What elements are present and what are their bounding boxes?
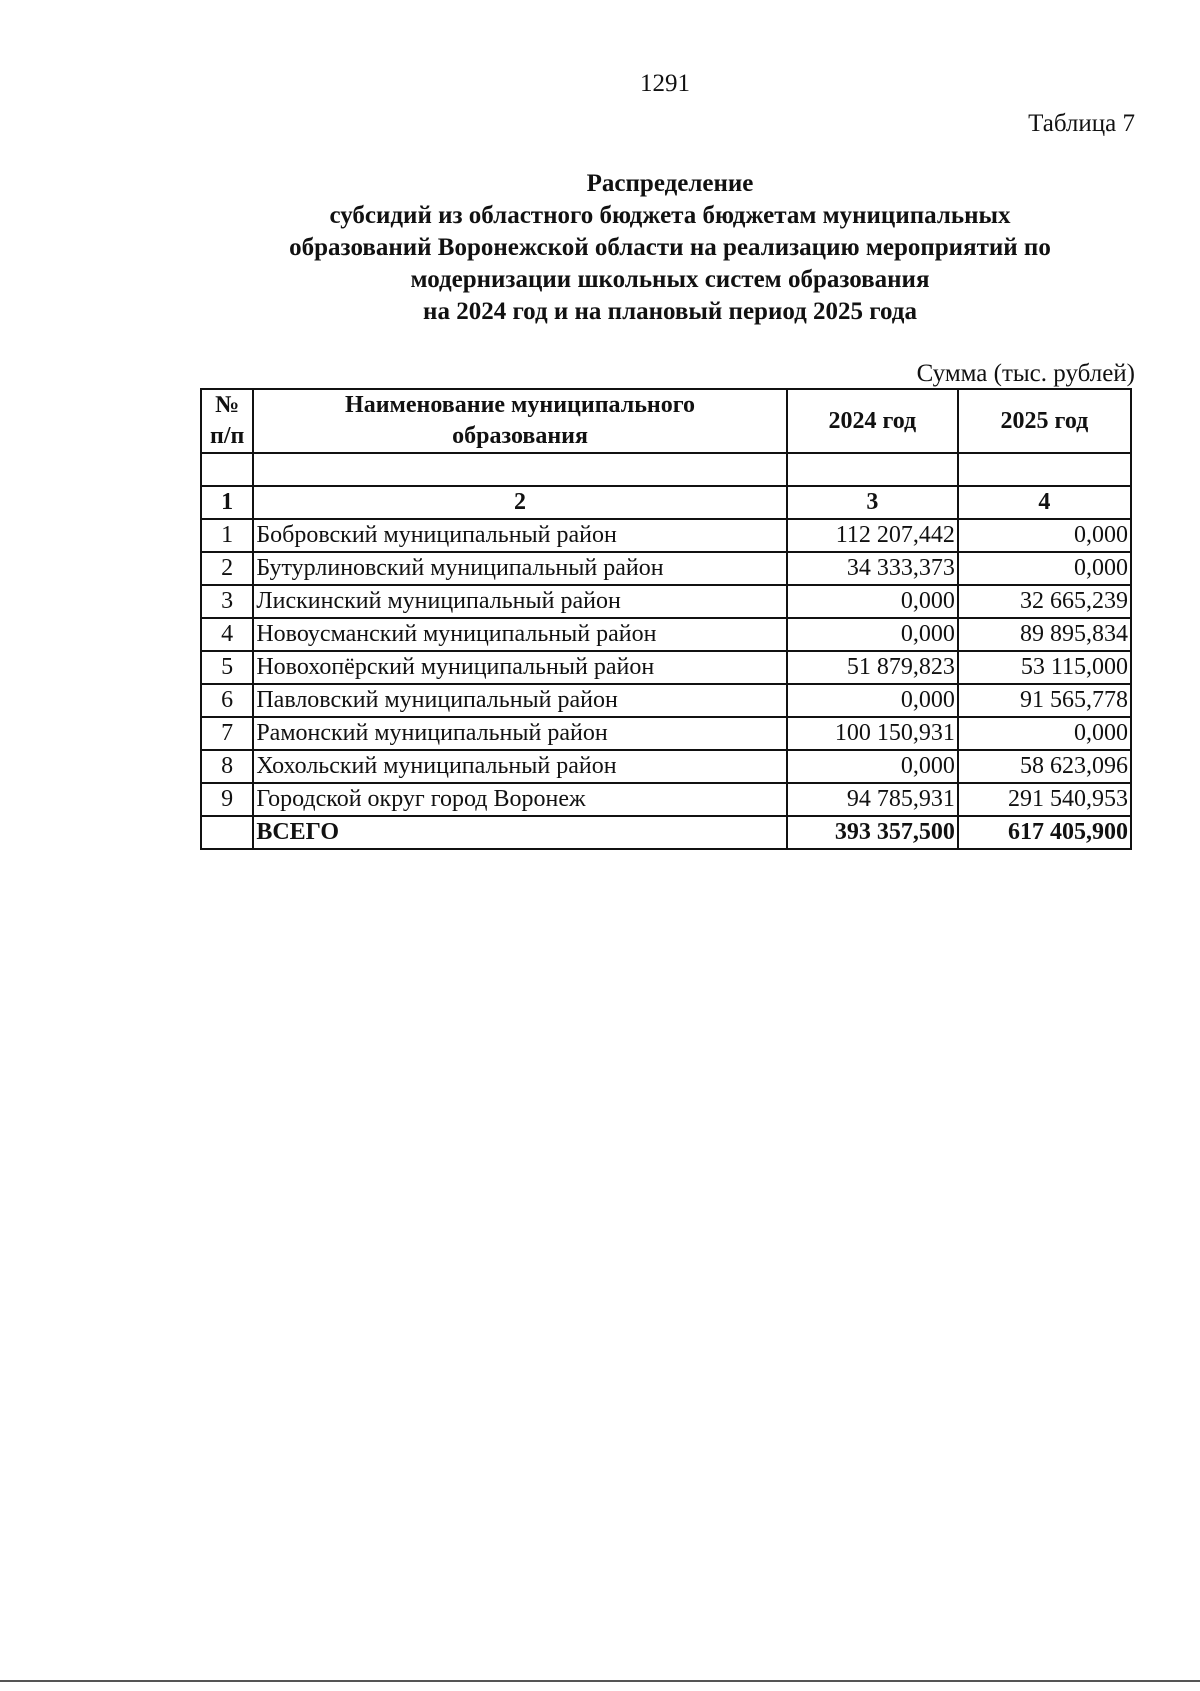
total-row bbox=[201, 816, 1131, 849]
header-2024: 2024 год bbox=[787, 389, 958, 453]
header-name-line: образования bbox=[452, 423, 588, 449]
total-label: ВСЕГО bbox=[253, 816, 786, 849]
header-number-line: № bbox=[215, 392, 240, 418]
row-number: 4 bbox=[201, 618, 253, 651]
table-row bbox=[201, 684, 1131, 717]
table-row bbox=[201, 750, 1131, 783]
table-row bbox=[201, 585, 1131, 618]
column-number-row bbox=[201, 486, 1131, 519]
table-header-row bbox=[201, 389, 1131, 453]
amount-2024: 0,000 bbox=[787, 750, 958, 783]
municipality-name: Рамонский муниципальный район bbox=[253, 717, 786, 750]
amount-2025: 0,000 bbox=[958, 519, 1131, 552]
amount-2025: 0,000 bbox=[958, 717, 1131, 750]
amount-2025: 91 565,778 bbox=[958, 684, 1131, 717]
header-number-line: п/п bbox=[210, 423, 245, 449]
amount-2024: 0,000 bbox=[787, 585, 958, 618]
table-row bbox=[201, 783, 1131, 816]
column-number: 4 bbox=[958, 486, 1131, 519]
column-number: 2 bbox=[253, 486, 786, 519]
amount-2024: 0,000 bbox=[787, 618, 958, 651]
table-row bbox=[201, 651, 1131, 684]
title-line: субсидий из областного бюджета бюджетам муниципальных bbox=[329, 202, 1011, 229]
table-label: Таблица 7 bbox=[1028, 110, 1135, 137]
table-gap-row bbox=[201, 453, 1131, 486]
table-body bbox=[201, 519, 1131, 816]
amount-2025: 291 540,953 bbox=[958, 783, 1131, 816]
municipality-name: Новохопёрский муниципальный район bbox=[253, 651, 786, 684]
municipality-name: Новоусманский муниципальный район bbox=[253, 618, 786, 651]
row-number: 8 bbox=[201, 750, 253, 783]
total-number bbox=[201, 816, 253, 849]
row-number: 7 bbox=[201, 717, 253, 750]
table-row bbox=[201, 519, 1131, 552]
amount-2025: 89 895,834 bbox=[958, 618, 1131, 651]
subsidy-table bbox=[200, 388, 1132, 850]
row-number: 1 bbox=[201, 519, 253, 552]
row-number: 3 bbox=[201, 585, 253, 618]
row-number: 9 bbox=[201, 783, 253, 816]
title-line: образований Воронежской области на реализацию мероприятий по bbox=[289, 234, 1051, 261]
municipality-name: Лискинский муниципальный район bbox=[253, 585, 786, 618]
row-number: 2 bbox=[201, 552, 253, 585]
row-number: 5 bbox=[201, 651, 253, 684]
amount-2025: 32 665,239 bbox=[958, 585, 1131, 618]
title-line: на 2024 год и на плановый период 2025 года bbox=[423, 298, 917, 325]
amount-2024: 34 333,373 bbox=[787, 552, 958, 585]
amount-2024: 112 207,442 bbox=[787, 519, 958, 552]
title-line: модернизации школьных систем образования bbox=[410, 266, 930, 293]
municipality-name: Бобровский муниципальный район bbox=[253, 519, 786, 552]
column-number: 3 bbox=[787, 486, 958, 519]
table-row bbox=[201, 618, 1131, 651]
amount-2025: 58 623,096 bbox=[958, 750, 1131, 783]
header-number bbox=[201, 389, 253, 453]
municipality-name: Павловский муниципальный район bbox=[253, 684, 786, 717]
amount-2025: 0,000 bbox=[958, 552, 1131, 585]
row-number: 6 bbox=[201, 684, 253, 717]
amount-2024: 51 879,823 bbox=[787, 651, 958, 684]
header-name-line: Наименование муниципального bbox=[345, 392, 696, 418]
page-number: 1291 bbox=[640, 70, 690, 97]
table-row bbox=[201, 717, 1131, 750]
header-2025: 2025 год bbox=[958, 389, 1131, 453]
municipality-name: Бутурлиновский муниципальный район bbox=[253, 552, 786, 585]
amount-2025: 53 115,000 bbox=[958, 651, 1131, 684]
column-number: 1 bbox=[201, 486, 253, 519]
amount-2024: 100 150,931 bbox=[787, 717, 958, 750]
amount-2024: 0,000 bbox=[787, 684, 958, 717]
amount-2024: 94 785,931 bbox=[787, 783, 958, 816]
total-2025: 617 405,900 bbox=[958, 816, 1131, 849]
page-bottom-rule bbox=[0, 1680, 1200, 1682]
document-title bbox=[200, 168, 1140, 328]
total-2024: 393 357,500 bbox=[787, 816, 958, 849]
table-row bbox=[201, 552, 1131, 585]
title-line: Распределение bbox=[586, 170, 754, 197]
units-label: Сумма (тыс. рублей) bbox=[916, 360, 1135, 387]
municipality-name: Хохольский муниципальный район bbox=[253, 750, 786, 783]
header-name bbox=[253, 389, 786, 453]
municipality-name: Городской округ город Воронеж bbox=[253, 783, 786, 816]
